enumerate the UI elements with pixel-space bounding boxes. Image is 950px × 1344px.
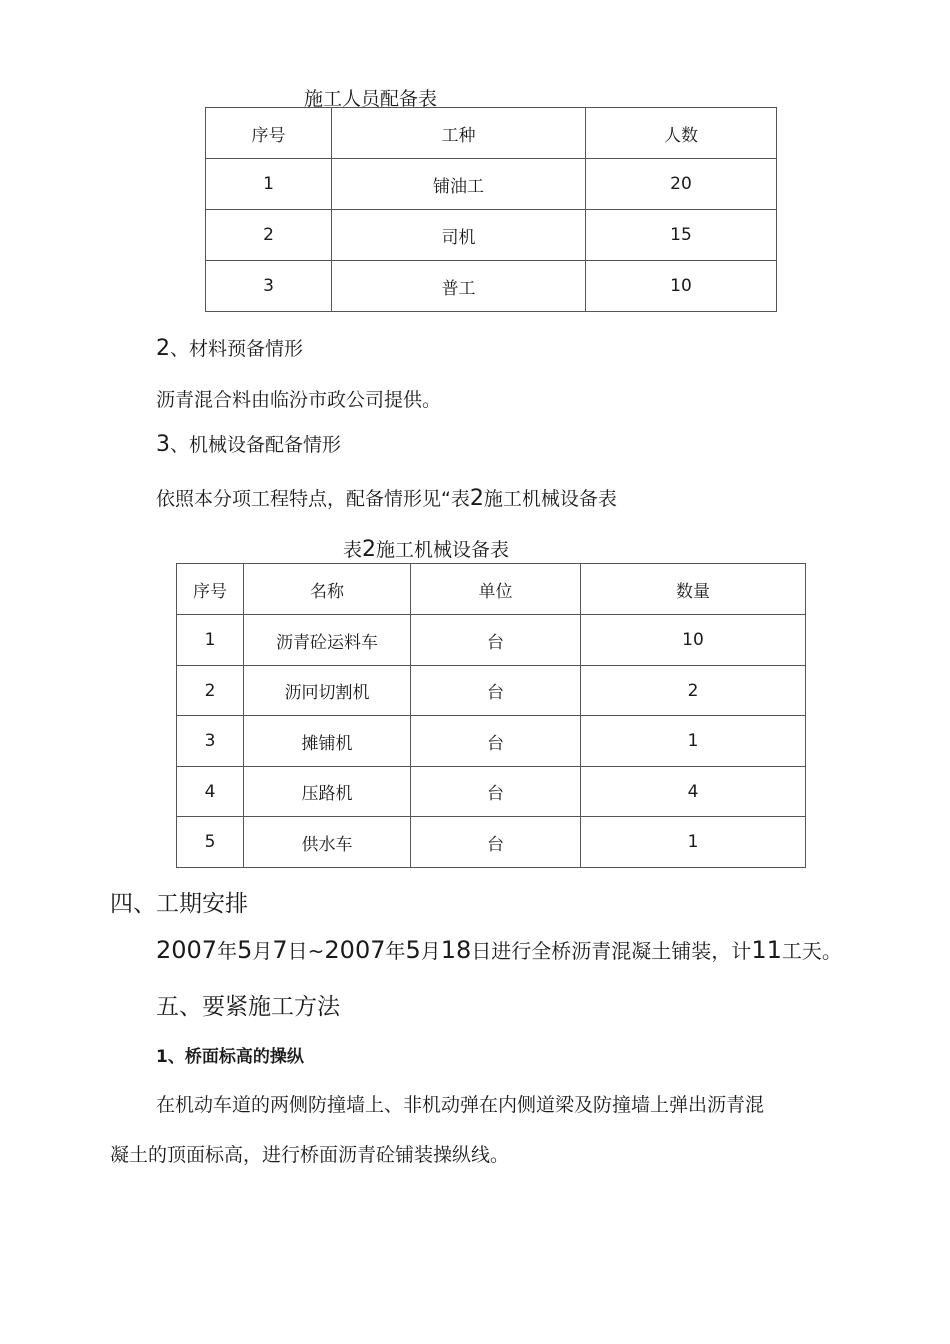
header-cell: 序号: [177, 564, 244, 615]
table-header-row: [206, 108, 777, 159]
table-cell: 铺油工: [332, 159, 586, 210]
table2-caption-prefix: 表: [343, 539, 363, 561]
schedule-part: 5: [405, 936, 421, 964]
table-cell: 3: [206, 261, 332, 312]
table-cell: 10: [586, 261, 777, 312]
table2-caption-number: 2: [362, 537, 377, 562]
table-row: [206, 210, 777, 261]
table-cell: 4: [581, 767, 806, 817]
table-cell: 司机: [332, 210, 586, 261]
table-cell: 沥青砼运料车: [244, 615, 411, 666]
section2-title: 、材料预备情形: [170, 338, 304, 360]
schedule-part: 年: [385, 939, 406, 963]
section3-body-text: 依照本分项工程特点，配备情形见“表: [156, 488, 470, 510]
schedule-part: 18: [440, 936, 472, 964]
table-cell: 普工: [332, 261, 586, 312]
table-cell: 摊铺机: [244, 716, 411, 767]
table-cell: 1: [206, 159, 332, 210]
section2-heading: [156, 334, 303, 361]
header-cell: 数量: [581, 564, 806, 615]
table-cell: 5: [177, 817, 244, 868]
table-cell: 1: [177, 615, 244, 666]
schedule-part: 7: [272, 936, 288, 964]
table-row: [177, 716, 806, 767]
table-cell: 2: [206, 210, 332, 261]
schedule-part: 月: [252, 939, 273, 963]
table-header-row: [177, 564, 806, 615]
schedule-part: 月: [420, 939, 441, 963]
table-row: [177, 666, 806, 716]
schedule-part: 年: [217, 939, 238, 963]
schedule-part: 2007: [156, 936, 218, 964]
header-cell: 工种: [332, 108, 586, 159]
section5-heading: 五、要紧施工方法: [156, 994, 340, 1020]
table-cell: 台: [411, 817, 581, 868]
header-cell: 名称: [244, 564, 411, 615]
equipment-table: [176, 563, 806, 868]
schedule-part: 2007: [324, 936, 386, 964]
section2-number: 2: [156, 336, 170, 361]
section3-heading: [156, 430, 341, 457]
table-cell: 沥冋切割机: [244, 666, 411, 716]
table-cell: 3: [177, 716, 244, 767]
table1-caption: 施工人员配备表: [304, 88, 438, 110]
table-cell: 15: [586, 210, 777, 261]
table-cell: 10: [581, 615, 806, 666]
schedule-part: 11: [751, 936, 782, 964]
table-cell: 压路机: [244, 767, 411, 817]
table-row: [177, 615, 806, 666]
table-row: [177, 767, 806, 817]
section3-body-text-end: 施工机械设备表: [483, 488, 617, 510]
table2-caption-text: 施工机械设备表: [376, 539, 510, 561]
table-cell: 台: [411, 767, 581, 817]
section4-heading: 四、工期安排: [110, 891, 248, 917]
table-cell: 台: [411, 666, 581, 716]
table-cell: 20: [586, 159, 777, 210]
section3-title: 、机械设备配备情形: [170, 434, 342, 456]
table-cell: 1: [581, 817, 806, 868]
table-cell: 台: [411, 615, 581, 666]
schedule-part: 5: [237, 936, 253, 964]
header-cell: 人数: [586, 108, 777, 159]
table-cell: 2: [581, 666, 806, 716]
section3-body-number: 2: [469, 486, 484, 511]
table-row: [206, 261, 777, 312]
section3-body: [156, 484, 617, 511]
section2-body: 沥青混合料由临汾市政公司提供。: [156, 389, 442, 411]
table-cell: 供水车: [244, 817, 411, 868]
section5-body-line1: 在机动车道的两侧防撞墙上、非机动弹在内侧道梁及防撞墙上弹出沥青混: [156, 1094, 765, 1116]
schedule-line: [156, 935, 842, 964]
schedule-part: 工天。: [781, 939, 842, 963]
table-row: [206, 159, 777, 210]
table-row: [177, 817, 806, 868]
table-cell: 1: [581, 716, 806, 767]
section3-number: 3: [156, 432, 170, 457]
schedule-part: 日进行全桥沥青混凝土铺装，计: [471, 939, 752, 963]
header-cell: 单位: [411, 564, 581, 615]
table2-caption: [343, 535, 509, 562]
table-cell: 4: [177, 767, 244, 817]
header-cell: 序号: [206, 108, 332, 159]
section5-subheading: 1、桥面标高的操纵: [156, 1047, 304, 1067]
table-cell: 台: [411, 716, 581, 767]
section5-body-line2: 凝土的顶面标高，进行桥面沥青砼铺装操纵线。: [110, 1144, 510, 1166]
staff-table: [205, 107, 777, 312]
table-cell: 2: [177, 666, 244, 716]
schedule-part: 日~: [287, 939, 325, 963]
